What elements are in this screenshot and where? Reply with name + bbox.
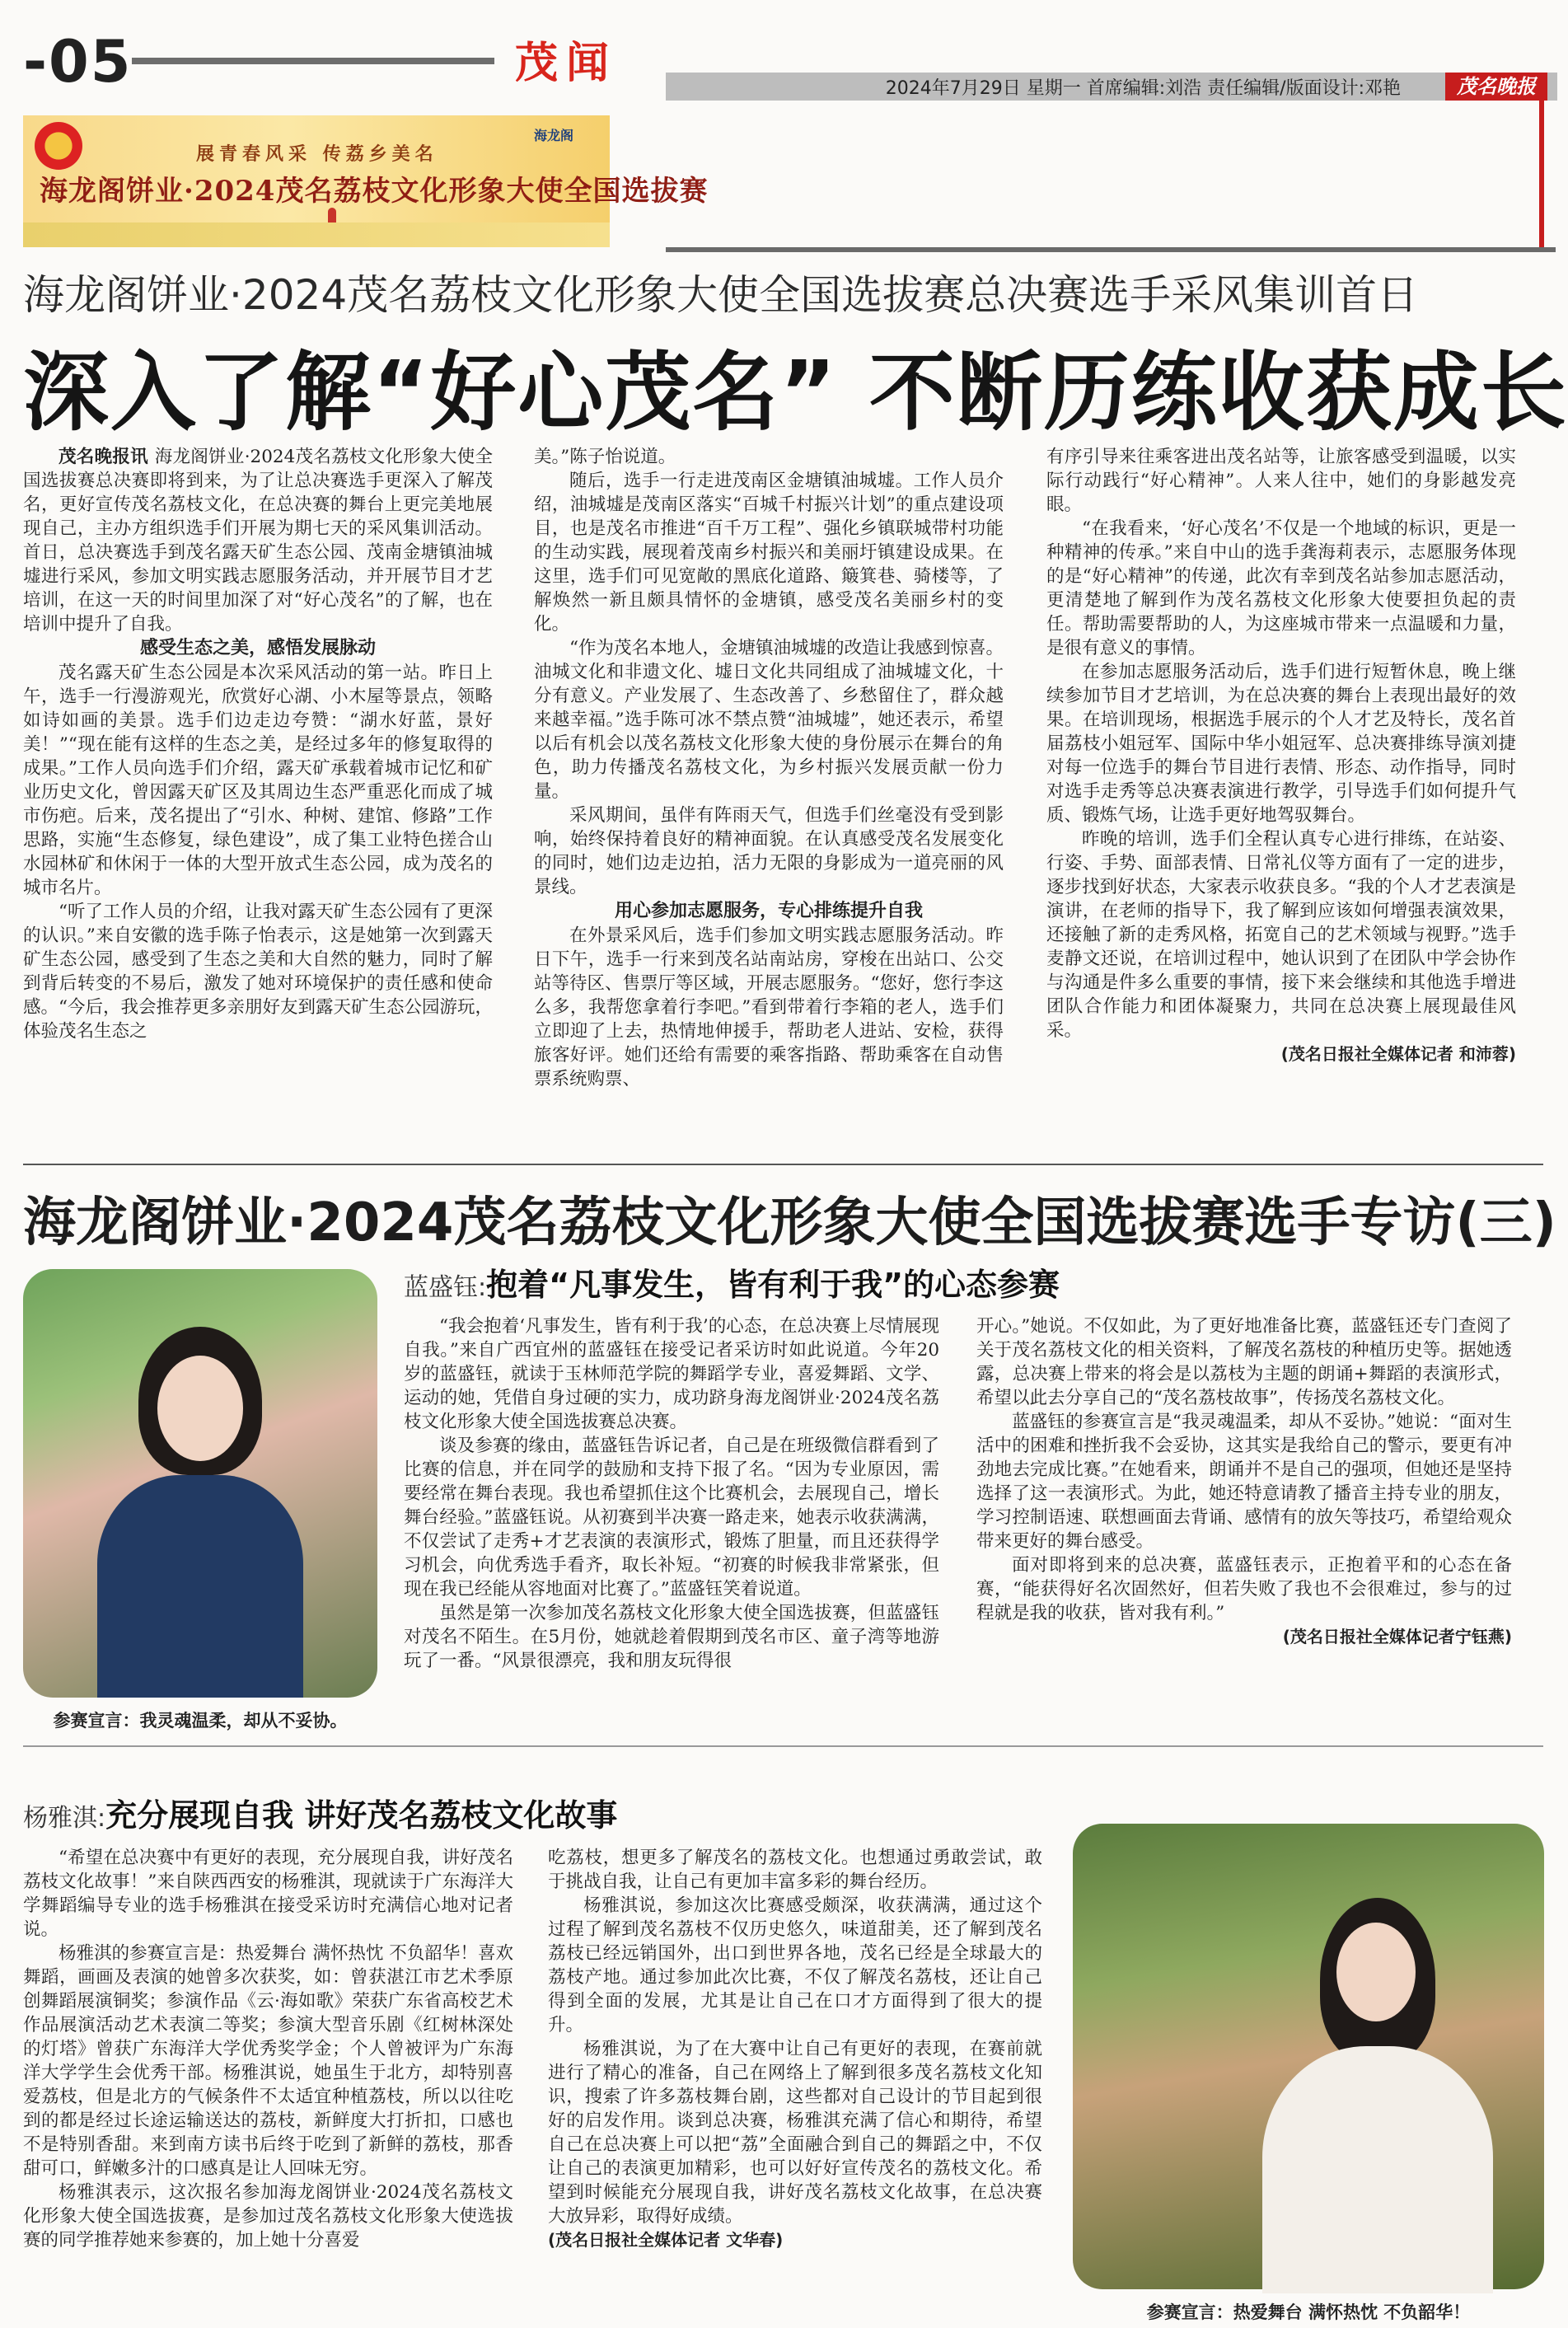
paragraph: 美。”陈子怡说道。	[534, 447, 676, 467]
contestant-photo-1	[23, 1269, 377, 1698]
paragraph: 虽然是第一次参加茂名荔枝文化形象大使全国选拔赛，但蓝盛钰对茂名不陌生。在5月份，她就趁着假期到茂名市区、童子湾等地游玩了一番。“风景很漂亮，我和朋友玩得很	[404, 1603, 939, 1671]
article-column-1	[23, 445, 493, 1043]
interview-1-byline: (茂名日报社全媒体记者宁钰燕)	[1282, 1627, 1512, 1646]
paragraph: 开心。”她说。不仅如此，为了更好地准备比赛，蓝盛钰还专门查阅了关于茂名荔枝文化的相关资料，了解茂名荔枝的种植历史等。据她透露，总决赛上带来的将会是以荔枝为主题的朗诵+舞蹈的表演形式，希望以此去分享自己的“茂名荔枝故事”，传扬茂名荔枝文化。	[976, 1316, 1512, 1408]
contestant-2-name: 杨雅淇:	[23, 1804, 106, 1833]
paragraph: “我会抱着‘凡事发生，皆有利于我’的心态，在总决赛上尽情展现自我。”来自广西宜州的蓝盛钰在接受记者采访时如此说道。今年20岁的蓝盛钰，就读于玉林师范学院的舞蹈学专业，喜爱舞蹈、文学、运动的她，凭借自身过硬的实力，成功跻身海龙阁饼业·2024茂名荔枝文化形象大使全国选拔赛总决赛。	[404, 1316, 939, 1432]
article-column-3	[1046, 445, 1516, 1066]
interview-1-heading	[404, 1259, 1060, 1305]
paragraph: 昨晚的培训，选手们全程认真专心进行排练，在站姿、行姿、手势、面部表情、日常礼仪等方面有了一定的进步，逐步找到好状态，大家表示收获良多。“我的个人才艺表演是演讲，在老师的指导下，我了解到应该如何增强表演效果，还接触了新的走秀风格，拓宽自己的艺术领域与视野。”选手麦静文还说，在培训过程中，她认识到了在团队中学会协作与沟通是件多么重要的事情，接下来会继续和其他选手增进团队合作能力和团体凝聚力，共同在总决赛上展现最佳风采。	[1046, 829, 1516, 1041]
contestant-1-caption: 参赛宣言：我灵魂温柔，却从不妥协。	[53, 1711, 348, 1731]
interview-section-title: 海龙阁饼业·2024茂名荔枝文化形象大使全国选拔赛选手专访(三)	[23, 1192, 1556, 1253]
lead-paragraph	[23, 445, 493, 636]
event-banner	[23, 115, 709, 247]
interview-1-column-2	[976, 1314, 1512, 1649]
article-headline: 深入了解“好心茂名” 不断历练收获成长	[23, 342, 1568, 443]
section-divider	[23, 1164, 1543, 1165]
subsection-heading: 感受生态之美，感悟发展脉动	[139, 638, 376, 658]
article-column-2	[534, 445, 1004, 1091]
edition-info-bar	[666, 73, 1557, 101]
newspaper-logo: 茂名晚报	[1445, 73, 1547, 101]
paragraph: “希望在总决赛中有更好的表现，充分展现自我，讲好茂名荔枝文化故事！”来自陕西西安的杨雅淇，现就读于广东海洋大学舞蹈编导专业的选手杨雅淇在接受采访时充满信心地对记者说。	[23, 1848, 513, 1940]
lead-text: 海龙阁饼业·2024茂名荔枝文化形象大使全国选拔赛总决赛即将到来，为了让总决赛选手更深入了解茂名，更好宣传茂名荔枝文化，在总决赛的舞台上更完美地展现自己，主办方组织选手们开展为期七天的采风集训活动。首日，总决赛选手到茂名露天矿生态公园、茂南金塘镇油城墟进行采风，参加文明实践志愿服务活动，并开展节目才艺培训，在这一天的时间里加深了对“好心茂名”的了解，也在培训中提升了自我。	[23, 447, 493, 635]
article-byline: (茂名日报社全媒体记者 和沛蓉)	[1280, 1044, 1516, 1064]
masthead-rule	[132, 58, 494, 64]
paragraph: 采风期间，虽伴有阵雨天气，但选手们丝毫没有受到影响，始终保持着良好的精神面貌。在认真感受茂名发展变化的同时，她们边走边拍，活力无限的身影成为一道亮丽的风景线。	[534, 805, 1004, 897]
event-logo-icon	[35, 122, 82, 170]
interview-2-title: 充分展现自我 讲好茂名荔枝文化故事	[105, 1797, 618, 1834]
interview-divider	[23, 1745, 1543, 1747]
dancer-figure-icon	[328, 208, 336, 241]
paragraph: 在外景采风后，选手们参加文明实践志愿服务活动。昨日下午，选手一行来到茂名站南站房，穿梭在出站口、公交站等待区、售票厅等区域，开展志愿服务。“您好，您行李这么多，我帮您拿着行李吧。”看到带着行李箱的老人，选手们立即迎了上去，热情地伸援手，帮助老人进站、安检，获得旅客好评。她们还给有需要的乘客指路、帮助乘客在自动售票系统购票、	[534, 925, 1004, 1089]
banner-subtitle: 展青春风采 传荔乡美名	[196, 143, 438, 165]
contestant-2-caption: 参赛宣言：热爱舞台 满怀热忱 不负韶华！	[1146, 2302, 1471, 2322]
dateline: 茂名晚报讯	[59, 447, 155, 467]
interview-1-title: 抱着“凡事发生，皆有利于我”的心态参赛	[486, 1267, 1060, 1303]
interview-2-column-1	[23, 1846, 513, 2252]
paragraph: 面对即将到来的总决赛，蓝盛钰表示，正抱着平和的心态在备赛，“能获得好名次固然好，但若失败了我也不会很难过，参与的过程就是我的收获，皆对我有利。”	[976, 1555, 1512, 1623]
paragraph: 杨雅淇的参赛宣言是：热爱舞台 满怀热忱 不负韶华！喜欢舞蹈，画画及表演的她曾多次获奖，如：曾获湛江市艺术季原创舞蹈展演铜奖；参演作品《云·海如歌》荣获广东省高校艺术作品展演活动艺术表演二等奖；参演大型音乐剧《红树林深处的灯塔》曾获广东海洋大学优秀奖学金；个人曾被评为广东海洋大学学生会优秀干部。杨雅淇说，她虽生于北方，却特别喜爱荔枝，但是北方的气候条件不太适宜种植荔枝，所以以往吃到的都是经过长途运输送达的荔枝，新鲜度大打折扣，口感也不是特别香甜。来到南方读书后终于吃到了新鲜的荔枝，那香甜可口，鲜嫩多汁的口感真是让人回味无穷。	[23, 1943, 513, 2179]
interview-2-byline: (茂名日报社全媒体记者 文华春)	[548, 2230, 784, 2250]
edition-info: 2024年7月29日 星期一 首席编辑:刘浩 责任编辑/版面设计:邓艳	[885, 77, 1401, 99]
paragraph: 吃荔枝，想更多了解茂名的荔枝文化。也想通过勇敢尝试，敢于挑战自我，让自己有更加丰富多彩的舞台经历。	[548, 1848, 1042, 1892]
accent-bar	[1539, 91, 1544, 247]
paragraph: 有序引导来往乘客进出茂名站等，让旅客感受到温暖，以实际行动践行“好心精神”。人来人往中，她们的身影越发亮眼。	[1046, 447, 1516, 515]
paragraph: 茂名露天矿生态公园是本次采风活动的第一站。昨日上午，选手一行漫游观光，欣赏好心湖、小木屋等景点，领略如诗如画的美景。选手们边走边夸赞：“湖水好蓝，景好美！”“现在能有这样的生态之美，是经过多年的修复取得的成果。”工作人员向选手们介绍，露天矿承载着城市记忆和矿业历史文化，曾因露天矿区及其周边生态严重恶化而成了城市伤疤。后来，茂名提出了“引水、种树、建馆、修路”工作思路，实施“生态修复，绿色建设”，成了集工业特色搓合山水园林矿和休闲于一体的大型开放式生态公园，成为茂名的城市名片。	[23, 663, 493, 898]
page-number: -05	[23, 28, 133, 96]
contestant-1-name: 蓝盛钰:	[404, 1273, 487, 1302]
paragraph: “作为茂名本地人，金塘镇油城墟的改造让我感到惊喜。油城文化和非遗文化、墟日文化共同组成了油城墟文化，十分有意义。产业发展了、生态改善了、乡愁留住了，群众越来越幸福。”选手陈可冰不禁点赞“油城墟”，她还表示，希望以后有机会以茂名荔枝文化形象大使的身份展示在舞台的角色，助力传播茂名荔枝文化，为乡村振兴发展贡献一份力量。	[534, 638, 1004, 802]
article-subheadline: 海龙阁饼业·2024茂名荔枝文化形象大使全国选拔赛总决赛选手采风集训首日	[23, 271, 1419, 319]
paragraph: 蓝盛钰的参赛宣言是“我灵魂温柔，却从不妥协。”她说：“面对生活中的困难和挫折我不会妥协，这其实是我给自己的警示，要更有冲劲地去完成比赛。”在她看来，朗诵并不是自己的强项，但她还是坚持选择了这一表演形式。为此，她还特意请教了播音主持专业的朋友，学习控制语速、联想画面去背诵、感情有的放矢等技巧，希望给观众带来更好的舞台感受。	[976, 1412, 1512, 1552]
paragraph: “听了工作人员的介绍，让我对露天矿生态公园有了更深的认识。”来自安徽的选手陈子怡表示，这是她第一次到露天矿生态公园，感受到了生态之美和大自然的魅力，同时了解到背后转变的不易后，激发了她对环境保护的责任感和使命感。“今后，我会推荐更多亲朋好友到露天矿生态公园游玩，体验茂名生态之	[23, 902, 493, 1042]
sponsor-logo: 海龙阁	[534, 128, 574, 143]
paragraph: 杨雅淇说，参加这次比赛感受颇深，收获满满，通过这个过程了解到茂名荔枝不仅历史悠久，味道甜美，还了解到茂名荔枝已经远销国外，出口到世界各地，茂名已经是全球最大的荔枝产地。通过参加此次比赛，不仅了解茂名荔枝，还让自己得到全面的发展，尤其是让自己在口才方面得到了很大的提升。	[548, 1895, 1042, 2035]
header-rule	[666, 247, 1556, 252]
paragraph: 在参加志愿服务活动后，选手们进行短暂休息，晚上继续参加节目才艺培训，为在总决赛的舞台上表现出最好的效果。在培训现场，根据选手展示的个人才艺及特长，茂名首届荔枝小姐冠军、国际中华小姐冠军、总决赛排练导演刘捷对每一位选手的舞台节目进行表情、形态、动作指导，同时对选手走秀等总决赛表演进行教学，引导选手们如何提升气质、锻炼气场，让选手更好地驾驭舞台。	[1046, 662, 1516, 826]
paragraph: 杨雅淇表示，这次报名参加海龙阁饼业·2024茂名荔枝文化形象大使全国选拔赛，是参加过茂名荔枝文化形象大使选拔赛的同学推荐她来参赛的，加上她十分喜爱	[23, 2182, 513, 2251]
paragraph: “在我看来，‘好心茂名’不仅是一个地域的标识，更是一种精神的传承。”来自中山的选手龚海莉表示，志愿服务体现的是“好心精神”的传递，此次有幸到茂名站参加志愿活动，更清楚地了解到作为茂名荔枝文化形象大使要担负起的责任。帮助需要帮助的人，为这座城市带来一点温暖和力量，是很有意义的事情。	[1046, 518, 1516, 658]
interview-2-heading	[23, 1790, 617, 1835]
section-tag: 茂闻	[515, 38, 618, 88]
banner-title: 海龙阁饼业·2024茂名荔枝文化形象大使全国选拔赛	[40, 175, 709, 208]
paragraph: 杨雅淇说，为了在大赛中让自己有更好的表现，在赛前就进行了精心的准备，自己在网络上了解到很多茂名荔枝文化知识，搜索了许多荔枝舞台剧，这些都对自己设计的节目起到很好的启发作用。谈到总决赛，杨雅淇充满了信心和期待，希望自己在总决赛上可以把“荔”全面融合到自己的舞蹈之中，不仅让自己的表演更加精彩，也可以好好宣传茂名的荔枝文化。希望到时候能充分展现自我，讲好茂名荔枝文化故事，在总决赛大放异彩，取得好成绩。	[548, 2039, 1042, 2227]
paragraph: 随后，选手一行走进茂南区金塘镇油城墟。工作人员介绍，油城墟是茂南区落实“百城千村振兴计划”的重点建设项目，也是茂名市推进“百千万工程”、强化乡镇联城带村功能的生动实践，展现着茂南乡村振兴和美丽圩镇建设成果。在这里，选手们可见宽敞的黑底化道路、簸箕巷、骑楼等，了解焕然一新且颇具情怀的金塘镇，感受茂名美丽乡村的变化。	[534, 471, 1004, 635]
interview-2-column-2	[548, 1846, 1042, 2252]
subsection-heading: 用心参加志愿服务，专心排练提升自我	[614, 901, 923, 921]
interview-1-column-1	[404, 1314, 939, 1673]
paragraph: 谈及参赛的缘由，蓝盛钰告诉记者，自己是在班级微信群看到了比赛的信息，并在同学的鼓励和支持下报了名。“因为专业原因，需要经常在舞台表现。我也希望抓住这个比赛机会，去展现自己，增长舞台经验。”蓝盛钰说。从初赛到半决赛一路走来，她表示收获满满，不仅尝试了走秀+才艺表演的表演形式，锻炼了胆量，而且还获得学习机会，向优秀选手看齐，取长补短。“初赛的时候我非常紧张，但现在我已经能从容地面对比赛了。”蓝盛钰笑着说道。	[404, 1436, 939, 1600]
contestant-photo-2	[1073, 1824, 1544, 2289]
